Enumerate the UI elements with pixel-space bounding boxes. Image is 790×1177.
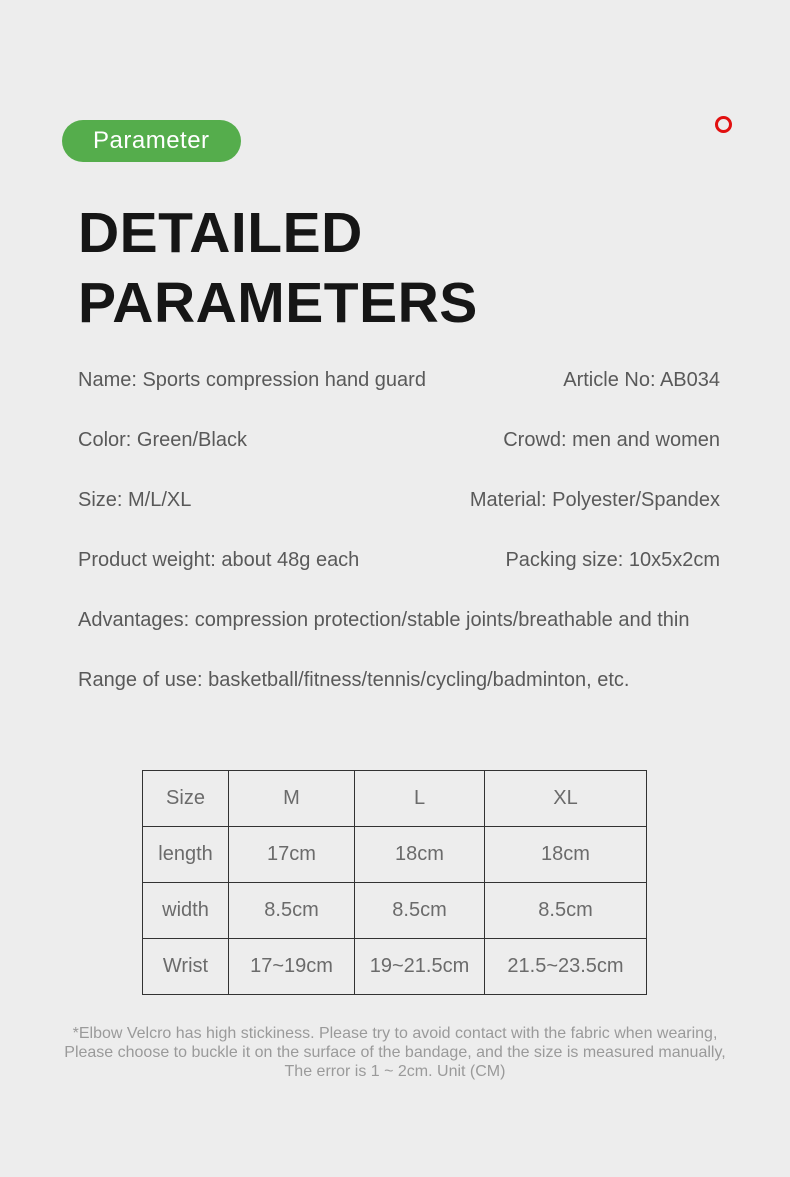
spec-row-advantages [0,609,790,632]
cell-value: 17~19cm [229,939,355,995]
parameter-badge: Parameter [62,120,241,162]
cell-value: 8.5cm [355,883,485,939]
cell-value: 8.5cm [485,883,647,939]
size-table-header-m: M [229,771,355,827]
spec-color: Color: Green/Black [78,429,247,451]
spec-name: Name: Sports compression hand guard [78,369,426,391]
spec-material: Material: Polyester/Spandex [469,489,720,511]
spec-row-size-material [0,489,790,512]
footnote-line-3: The error is 1 ~ 2cm. Unit (CM) [284,1063,506,1080]
spec-advantages: Advantages: compression protection/stable joints/breathable and thin [78,609,690,631]
cell-value: 18cm [485,827,647,883]
cell-value: 8.5cm [229,883,355,939]
spec-article-no: Article No: AB034 [563,369,720,391]
cell-value: 21.5~23.5cm [485,939,647,995]
spec-weight: Product weight: about 48g each [78,549,360,571]
size-table-header-xl: XL [485,771,647,827]
spec-row-color-crowd [0,429,790,452]
row-label: Wrist [143,939,229,995]
size-table-header-row [143,771,647,827]
footnote-line-1: *Elbow Velcro has high stickiness. Please try to avoid contact with the fabric when wearing, [72,1025,718,1042]
size-table [142,770,647,995]
cell-value: 17cm [229,827,355,883]
cell-value: 19~21.5cm [355,939,485,995]
red-circle-icon [715,116,732,133]
spec-crowd: Crowd: men and women [503,429,720,451]
spec-size: Size: M/L/XL [78,489,192,511]
size-table-header-l: L [355,771,485,827]
size-table-row-width [143,883,647,939]
spec-row-name-article [0,369,790,392]
row-label: width [143,883,229,939]
cell-value: 18cm [355,827,485,883]
page-title-line-1: DETAILED [78,201,363,265]
footnote-line-2: Please choose to buckle it on the surface of the bandage, and the size is measured manually, [64,1044,726,1061]
page-title-line-2: PARAMETERS [78,271,478,335]
page-title [78,198,478,338]
size-table-row-wrist [143,939,647,995]
size-table-row-length [143,827,647,883]
footnote [0,1024,790,1081]
spec-row-range-of-use [0,669,790,692]
spec-list [0,369,790,729]
row-label: length [143,827,229,883]
spec-row-weight-packing [0,549,790,572]
size-table-header-size: Size [143,771,229,827]
spec-range-of-use: Range of use: basketball/fitness/tennis/cycling/badminton, etc. [78,669,630,691]
spec-packing-size: Packing size: 10x5x2cm [505,549,720,571]
